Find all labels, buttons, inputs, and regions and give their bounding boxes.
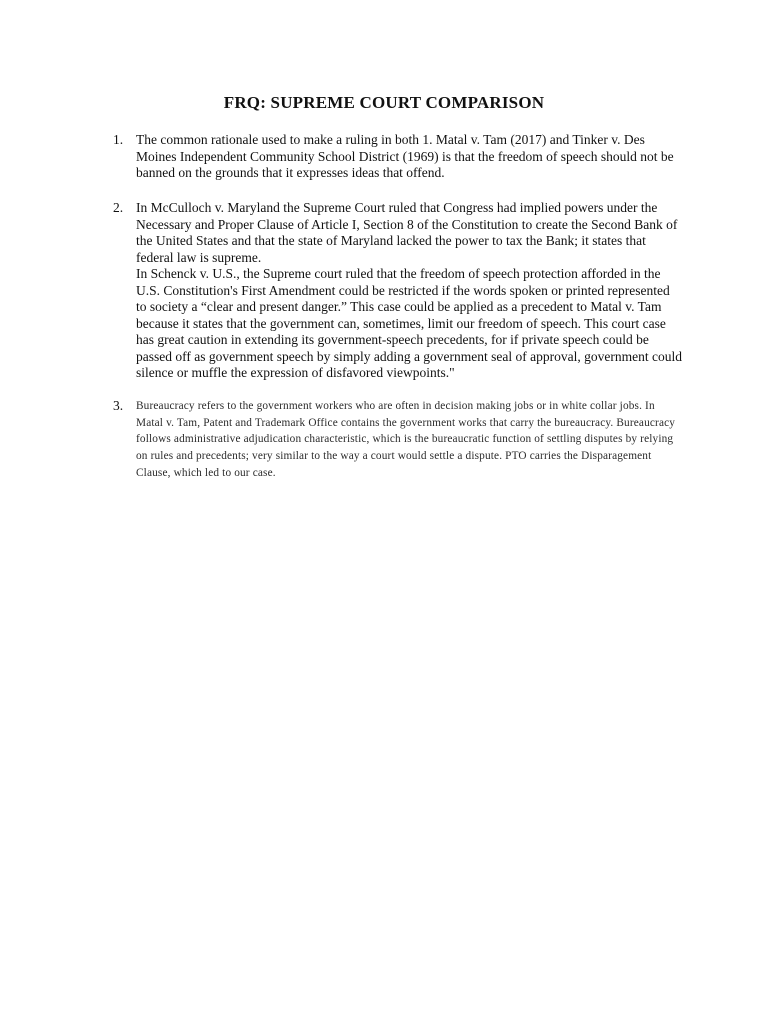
list-item-1 [113,132,683,182]
page-title: FRQ: SUPREME COURT COMPARISON [223,93,545,112]
list-item-number: 3. [113,398,124,413]
list-item-number: 2. [113,200,124,215]
paragraph: Bureaucracy refers to the government workers who are often in decision making jobs or in white collar jobs. In Matal v. Tam, Patent and Trademark Office contains the government works that carry the bureaucracy. Bureaucracy follows administrative adjudication characteristic, which is the bureaucratic function of settling disputes by relying on rules and precedents; very similar to the way a court would settle a dispute. PTO carries the Disparagement Clause, which led to our case. [136,400,676,479]
list-item-2 [113,200,683,382]
list-item-text [136,398,683,482]
list-item-3 [113,398,683,482]
paragraph: In Schenck v. U.S., the Supreme court ruled that the freedom of speech protection afforded in the U.S. Constitution's First Amendment could be restricted if the words spoken or printed represented to society a “clear and present danger.” This case could be applied as a precedent to Matal v. Tam because it states that the government can, sometimes, limit our freedom of speech. This court case has great caution in extending its government-speech precedents, for if private speech could be passed off as government speech by simply adding a government seal of approval, government could silence or muffle the expression of disfavored viewpoints." [136,266,682,380]
list-item-text [136,200,683,382]
list-item-number: 1. [113,132,124,147]
list-item-text [136,132,683,182]
paragraph: In McCulloch v. Maryland the Supreme Court ruled that Congress had implied powers under the Necessary and Proper Clause of Article I, Section 8 of the Constitution to create the Second Bank of the United States and that the state of Maryland lacked the power to tax the Bank; it states that federal law is supreme. [136,200,678,265]
paragraph: The common rationale used to make a ruling in both 1. Matal v. Tam (2017) and Tinker v. Des Moines Independent Community School District (1969) is that the freedom of speech should not be banned on the grounds that it expresses ideas that offend. [136,132,674,180]
